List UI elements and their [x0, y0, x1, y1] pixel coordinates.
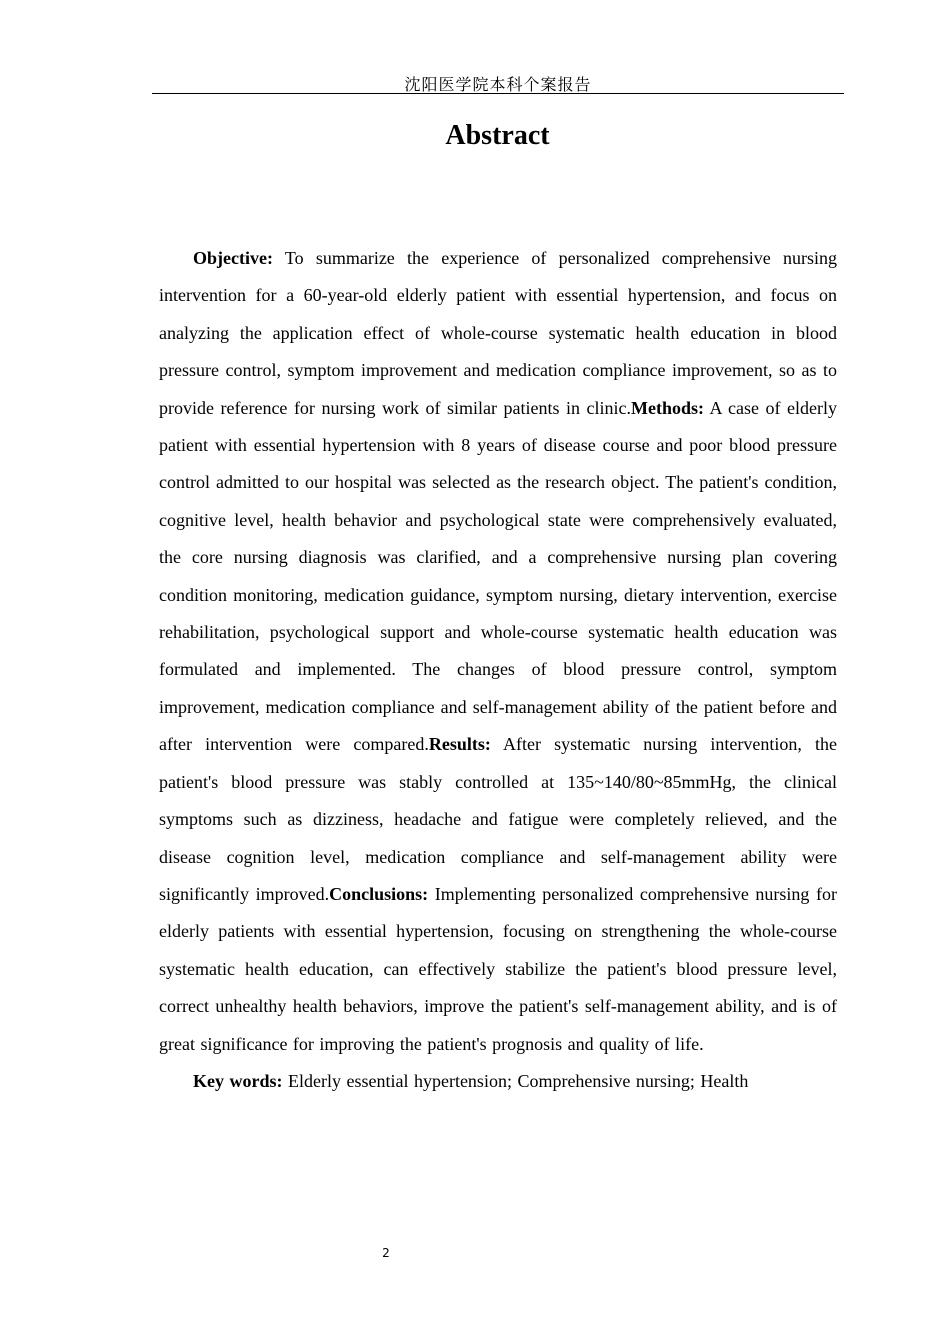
results-label: Results: [428, 734, 491, 755]
objective-label: Objective: [193, 248, 273, 268]
methods-text: A case of elderly patient with essential hypertension with 8 years of disease course and poor blood pressure control admitted to our hospital was selected as the research object. The patient's condition, cognitive level, health behavior and psychological state were comprehensively evaluated, the core nursing diagnosis was clarified, and a comprehensive nursing plan covering condition monitoring, medication guidance, symptom nursing, dietary intervention, exercise rehabilitation, psychological support and whole-course systematic health education was formulated and implemented. The changes of blood pressure control, symptom improvement, medication compliance and self-management ability of the patient before and after intervention were compared. [159, 397, 837, 755]
header-rule [152, 93, 844, 94]
objective-text: To summarize the experience of personalized comprehensive nursing intervention for a 60-year-old elderly patient with essential hypertension, and focus on analyzing the application effect of whole-course systematic health education in blood pressure control, symptom improvement and medication compliance improvement, so as to provide reference for nursing work of similar patients in clinic. [159, 248, 837, 418]
conclusions-label: Conclusions: [329, 883, 429, 904]
page-title: Abstract [445, 120, 550, 151]
page-header: 沈阳医学院本科个案报告 [404, 75, 592, 94]
keywords-text: Elderly essential hypertension; Comprehensive nursing; Health [282, 1070, 749, 1091]
keywords-paragraph [159, 1063, 837, 1100]
methods-label: Methods: [630, 397, 704, 418]
keywords-label: Key words: [193, 1070, 283, 1091]
results-text: After systematic nursing intervention, the patient's blood pressure was stably controlled at 135~140/80~85mmHg, the clinical symptoms such as dizziness, headache and fatigue were completely relieved, and the disease cognition level, medication compliance and self-management ability were significantly improved. [159, 734, 837, 904]
page-number: 2 [382, 1246, 390, 1260]
abstract-body [159, 240, 837, 1100]
conclusions-text: Implementing personalized comprehensive nursing for elderly patients with essential hypertension, focusing on strengthening the whole-course systematic health education, can effectively stabilize the patient's blood pressure level, correct unhealthy health behaviors, improve the patient's self-management ability, and is of great significance for improving the patient's prognosis and quality of life. [159, 883, 837, 1054]
abstract-paragraph [159, 240, 837, 1063]
